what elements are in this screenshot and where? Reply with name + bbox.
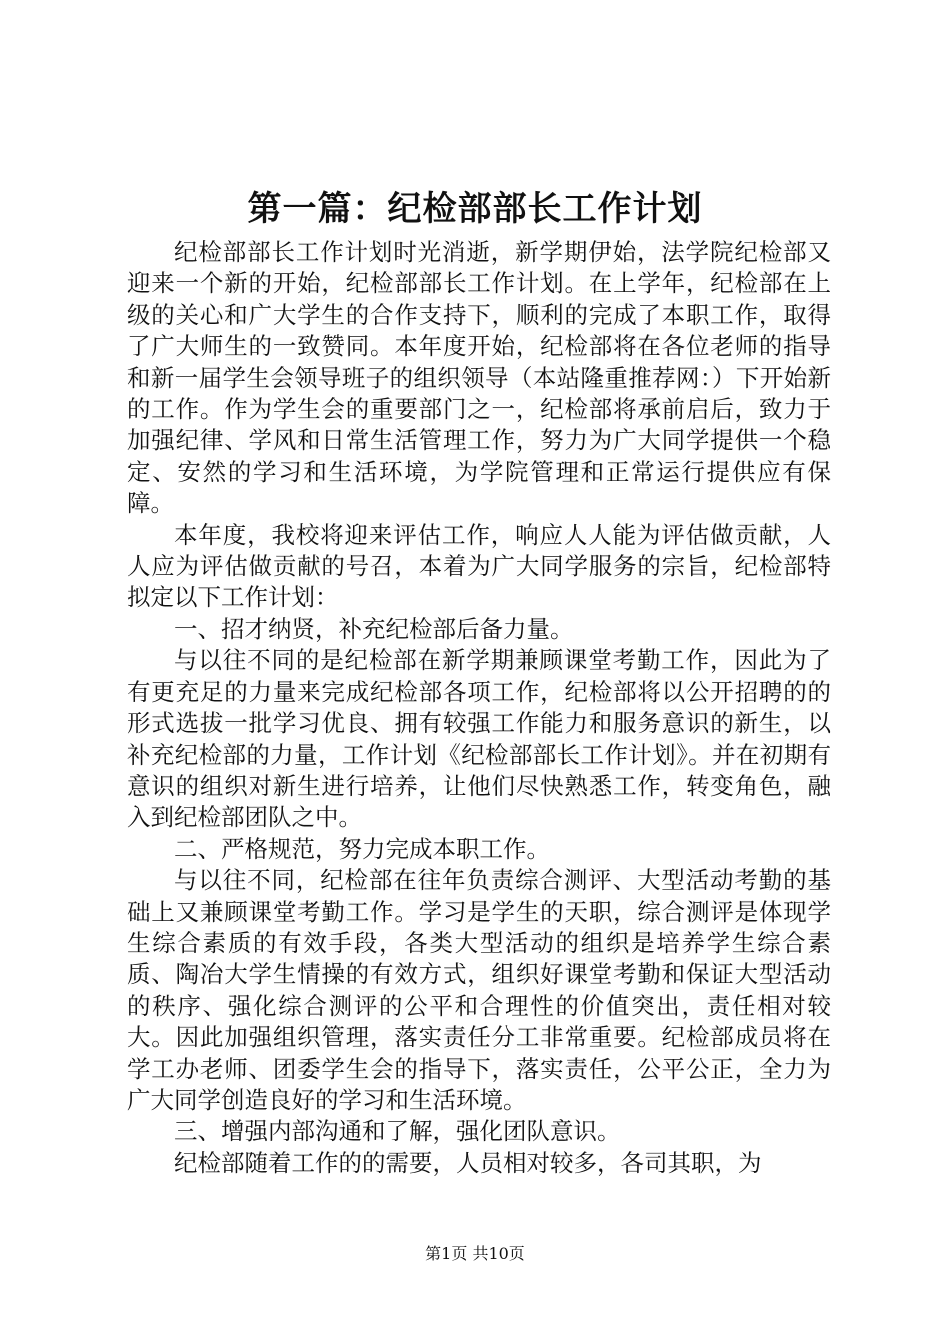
paragraph: 本年度，我校将迎来评估工作，响应人人能为评估做贡献，人人应为评估做贡献的号召，本着为广大同学服务的宗旨，纪检部特拟定以下工作计划： xyxy=(127,520,831,612)
paragraph: 纪检部随着工作的的需要，人员相对较多，各司其职，为 xyxy=(174,1148,762,1177)
paragraph: 与以往不同的是纪检部在新学期兼顾课堂考勤工作，因此为了有更充足的力量来完成纪检部各项工作，纪检部将以公开招聘的的形式选拔一批学习优良、拥有较强工作能力和服务意识的新生，以补充纪检部的力量，工作计划《纪检部部长工作计划》。并在初期有意识的组织对新生进行培养，让他们尽快熟悉工作，转变角色，融入到纪检部团队之中。 xyxy=(127,646,831,832)
paragraph: 纪检部部长工作计划时光消逝，新学期伊始，法学院纪检部又迎来一个新的开始，纪检部部长工作计划。在上学年，纪检部在上级的关心和广大学生的合作支持下，顺利的完成了本职工作，取得了广大师生的一致赞同。本年度开始，纪检部将在各位老师的指导和新一届学生会领导班子的组织领导（本站隆重推荐网：）下开始新的工作。作为学生会的重要部门之一，纪检部将承前启后，致力于加强纪律、学风和日常生活管理工作，努力为广大同学提供一个稳定、安然的学习和生活环境，为学院管理和正常运行提供应有保障。 xyxy=(127,238,831,518)
section-heading: 二、严格规范，努力完成本职工作。 xyxy=(174,834,550,863)
section-heading: 一、招才纳贤，补充纪检部后备力量。 xyxy=(174,614,574,643)
document-title: 第一篇：纪检部部长工作计划 xyxy=(247,189,703,229)
paragraph: 与以往不同，纪检部在往年负责综合测评、大型活动考勤的基础上又兼顾课堂考勤工作。学习是学生的天职，综合测评是体现学生综合素质的有效手段，各类大型活动的组织是培养学生综合素质、陶冶大学生情操的有效方式，组织好课堂考勤和保证大型活动的秩序、强化综合测评的公平和合理性的价值突出，责任相对较大。因此加强组织管理，落实责任分工非常重要。纪检部成员将在学工办老师、团委学生会的指导下，落实责任，公平公正，全力为广大同学创造良好的学习和生活环境。 xyxy=(127,866,831,1114)
page-footer: 第1页 共10页 xyxy=(425,1244,525,1263)
document-body xyxy=(127,237,831,1179)
section-heading: 三、增强内部沟通和了解，强化团队意识。 xyxy=(174,1117,621,1146)
